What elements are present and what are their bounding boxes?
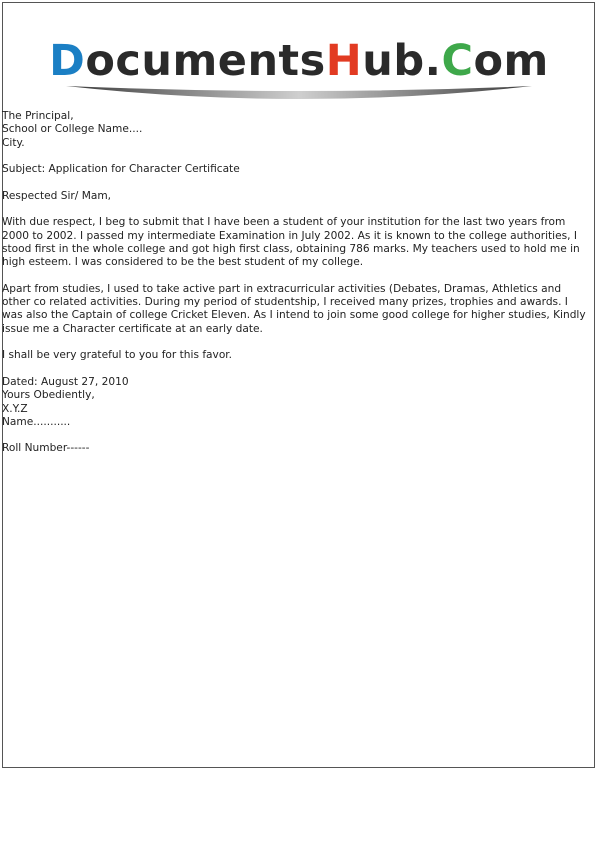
- roll-number-line: Roll Number------: [2, 442, 90, 455]
- body-paragraph-2: Apart from studies, I used to take active part in extracurricular activities (Debates, Dramas, Athletics and other co related activities. During my period of studentship, I received many prizes, trophies and awards. I was also the Captain of college Cricket Eleven. As I intend to join some good college for higher studies, Kindly issue me a Character certificate at an early date.: [2, 282, 586, 335]
- logo-text-com: om: [473, 36, 549, 86]
- recipient-line: School or College Name....: [2, 123, 143, 136]
- sign-off: Yours Obediently,: [2, 389, 95, 402]
- subject-line: Subject: Application for Character Certificate: [2, 163, 240, 176]
- documentshub-logo: [0, 38, 598, 84]
- letter-body: [2, 110, 590, 456]
- logo-swoosh: [66, 84, 532, 104]
- recipient-line: City.: [2, 136, 25, 149]
- logo-letter-h: H: [325, 36, 363, 86]
- closing-line: I shall be very grateful to you for this favor.: [2, 349, 233, 362]
- date-line: Dated: August 27, 2010: [2, 375, 129, 388]
- name-line: Name...........: [2, 415, 71, 428]
- logo-letter-c: C: [441, 36, 474, 86]
- recipient-line: The Principal,: [2, 110, 74, 122]
- salutation: Respected Sir/ Mam,: [2, 189, 112, 202]
- logo-text-documents: ocuments: [85, 36, 326, 86]
- logo-text-hub: ub.: [362, 36, 442, 86]
- sender-name: X.Y.Z: [2, 402, 28, 415]
- body-paragraph-1: With due respect, I beg to submit that I have been a student of your institution for the last two years from 2000 to 2002. I passed my intermediate Examination in July 2002. As it is known to the college authorities, I stood first in the whole college and got high first class, obtaining 786 marks. My teachers used to hold me in high esteem. I was considered to be the best student of my college.: [2, 216, 580, 269]
- logo-letter-d: D: [49, 36, 86, 86]
